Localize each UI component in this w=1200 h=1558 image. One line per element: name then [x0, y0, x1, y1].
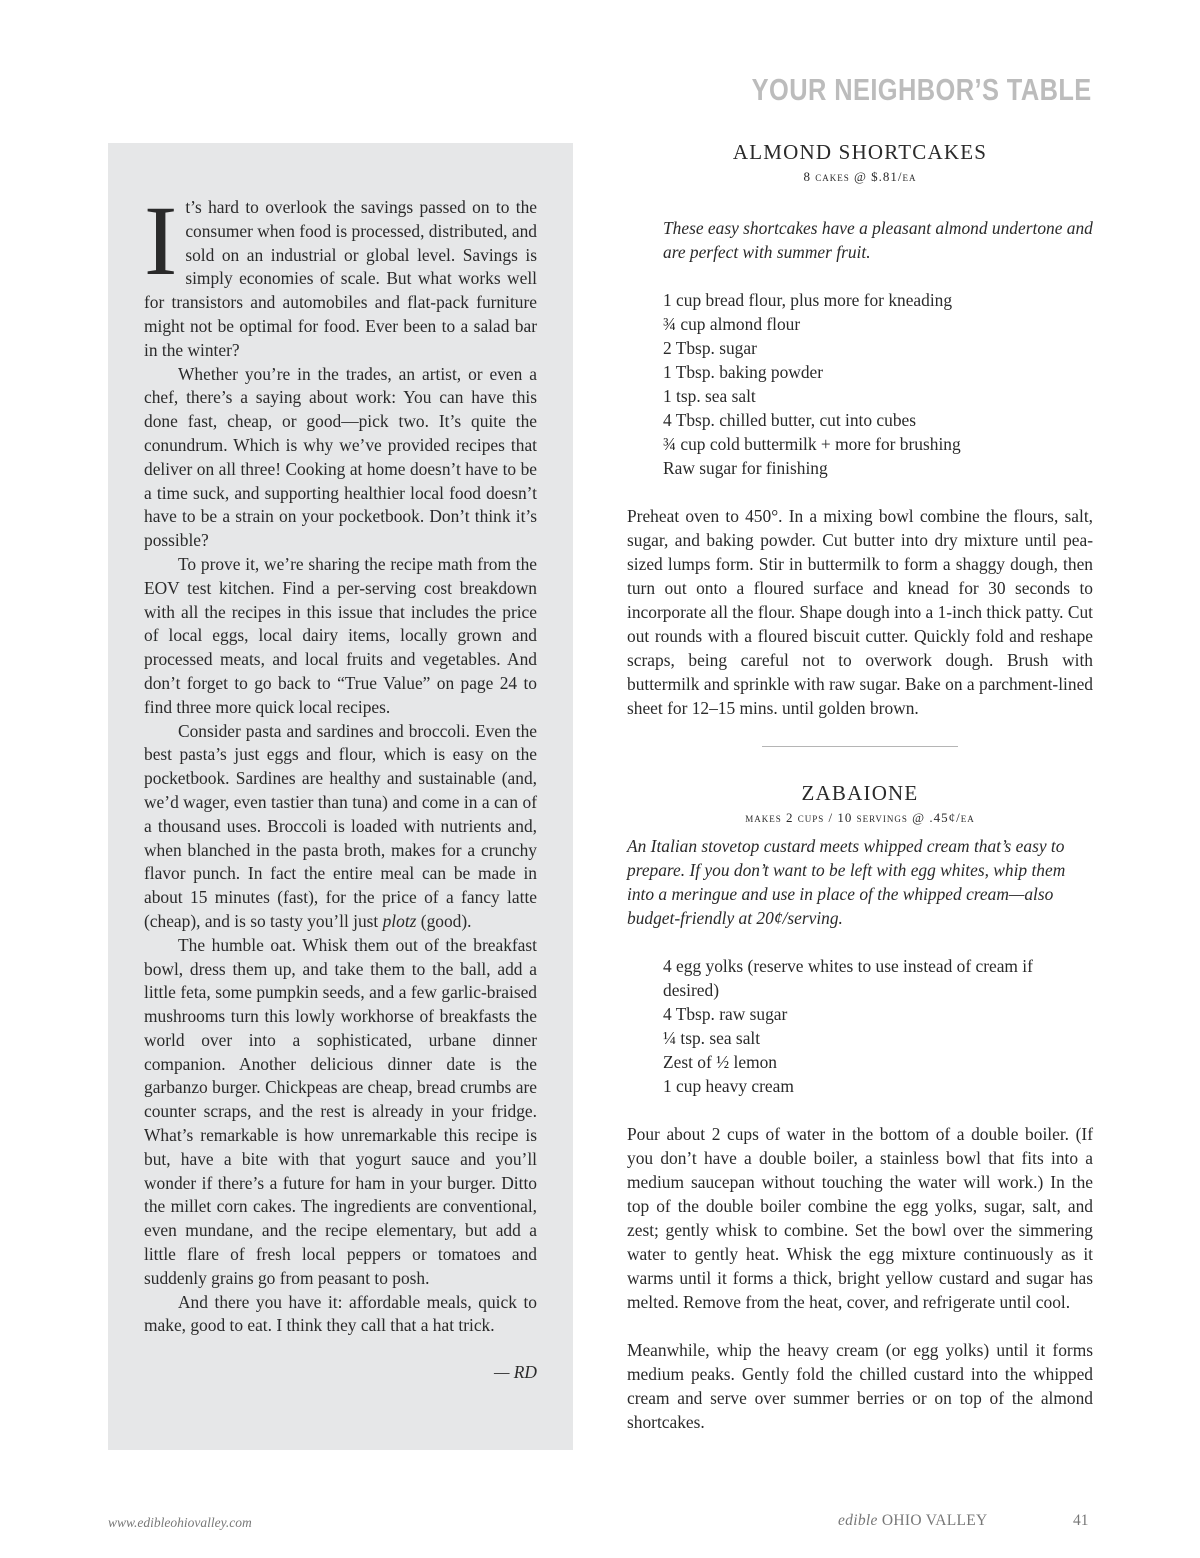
section-title: YOUR NEIGHBOR’S TABLE — [751, 72, 1092, 107]
sidebar-paragraph: Consider pasta and sardines and broccoli. Even the best pasta’s just eggs and flour, which is easy on the pocketbook. Sardines are healthy and sustainable (and, we’d wager, even tastier than tuna) and come in a can of a thousand uses. Broccoli is loaded with nutrients and, when blanched in the pasta broth, makes for a crunchy flavor punch. In fact the entire meal can be made in about 15 minutes (fast), for the price of a fancy latte (cheap), and is so tasty you’ll just plotz (good). — [144, 720, 537, 931]
sidebar-paragraph: To prove it, we’re sharing the recipe math from the EOV test kitchen. Find a per-serving cost breakdown with all the recipes in this issue that includes the price of local eggs, local dairy items, locally grown and processed meats, and local fruits and vegetables. And don’t forget to go back to “True Value” on page 24 to find three more quick local recipes. — [144, 553, 537, 717]
author-signature: — RD — [494, 1362, 537, 1383]
recipe-method: Preheat oven to 450°. In a mixing bowl combine the flours, salt, sugar, and baking powder. Cut butter into dry mixture until pea-sized lumps form. Stir in buttermilk to form a shaggy dough, then turn out onto a floured surface and knead for 30 seconds to incorporate all the flour. Shape dough into a 1-inch thick patty. Cut out rounds with a floured biscuit cutter. Quickly fold and reshape scraps, being careful not to overwork dough. Brush with buttermilk and sprinkle with raw sugar. Bake on a parchment-lined sheet for 12–15 mins. until golden brown. — [627, 506, 1093, 718]
ingredient-item: 1 Tbsp. baking powder — [663, 362, 824, 382]
recipe-yield: 8 cakes @ $.81/ea — [803, 169, 917, 184]
sidebar-paragraph: It’s hard to overlook the savings passed on to the consumer when food is processed, distributed, and sold on an industrial or global level. Savings is simply economies of scale. But what works well for transistors and automobiles and flat-pack furniture might not be optimal for food. Ever been to a salad bar in the winter? — [144, 185, 537, 360]
magazine-name: edible OHIO VALLEY — [838, 1512, 988, 1529]
ingredient-list — [627, 954, 1093, 1098]
footer-url: www.edibleohiovalley.com — [108, 1515, 252, 1530]
ingredient-item: 2 Tbsp. sugar — [663, 338, 757, 358]
ingredient-item: 4 egg yolks (reserve whites to use instead of cream if desired) — [663, 956, 1033, 1000]
ingredient-item: Zest of ½ lemon — [663, 1052, 777, 1072]
italic-word: plotz — [382, 910, 417, 931]
recipe-title: ALMOND SHORTCAKES — [732, 140, 988, 164]
ingredient-item: ¾ cup almond flour — [663, 314, 801, 334]
recipe-method: Pour about 2 cups of water in the bottom of a double boiler. (If you don’t have a double boiler, a stainless bowl that fits into a medium saucepan without touching the water will work.) In the top of the double boiler combine the egg yolks, sugar, salt, and zest; gently whisk to combine. Set the bowl over the simmering water to gently heat. Whisk the egg mixture continuously as it warms until it forms a thick, bright yellow custard and sugar has melted. Remove from the heat, cover, and refrigerate until cool. — [627, 1124, 1093, 1312]
page-number: 41 — [1073, 1512, 1089, 1529]
ingredient-item: ¾ cup cold buttermilk + more for brushing — [663, 434, 961, 454]
recipe-yield: makes 2 cups / 10 servings @ .45¢/ea — [745, 810, 975, 825]
section-divider — [762, 746, 958, 747]
sidebar-paragraph: Whether you’re in the trades, an artist, or even a chef, there’s a saying about work: You can have this done fast, cheap, or good—pick two. It’s quite the conundrum. Which is why we’ve provided recipes that deliver on all three! Cooking at home doesn’t have to be a time suck, and supporting healthier local food doesn’t have to be a strain on your pocketbook. Don’t think it’s possible? — [144, 363, 537, 551]
ingredient-item: 1 cup heavy cream — [663, 1076, 794, 1096]
recipe-intro: An Italian stovetop custard meets whipped cream that’s easy to prepare. If you don’t want to be left with egg whites, whip them into a meringue and use in place of the whipped cream—also budget-friendly at 20¢/serving. — [627, 836, 1066, 928]
ingredient-item: 1 cup bread flour, plus more for kneading — [663, 290, 953, 310]
drop-cap: I — [144, 185, 178, 296]
ingredient-item: Raw sugar for finishing — [663, 458, 828, 478]
recipes-column — [627, 140, 1093, 1434]
sidebar-paragraph: And there you have it: affordable meals, quick to make, good to eat. I think they call that a hat trick. — [144, 1291, 537, 1336]
recipe-method: Meanwhile, whip the heavy cream (or egg yolks) until it forms medium peaks. Gently fold the chilled custard into the whipped cream and serve over summer berries or on top of the almond shortcakes. — [627, 1340, 1093, 1432]
recipe-intro: These easy shortcakes have a pleasant almond undertone and are perfect with summer fruit. — [663, 218, 1093, 262]
ingredient-item: 4 Tbsp. raw sugar — [663, 1004, 788, 1024]
recipe-title: ZABAIONE — [801, 781, 919, 805]
ingredient-item: 1 tsp. sea salt — [663, 386, 756, 406]
sidebar-paragraph: The humble oat. Whisk them out of the breakfast bowl, dress them up, and take them to the ball, add a little feta, some pumpkin seeds, and a few garlic-braised mushrooms turn this lowly workhorse of breakfasts the world over into a sophisticated, urbane dinner companion. Another delicious dinner date is the garbanzo burger. Chickpeas are cheap, bread crumbs are counter scraps, and the rest is already in your fridge. What’s remarkable is how unremarkable this recipe is but, have a bite with that yogurt sauce and you’ll wonder if there’s a future for ham in your burger. Ditto the millet corn cakes. The ingredients are conventional, even mundane, and the recipe elementary, but add a little flare of fresh local peppers or tomatoes and suddenly grains go from peasant to posh. — [144, 934, 537, 1288]
ingredient-item: ¼ tsp. sea salt — [663, 1028, 761, 1048]
ingredient-item: 4 Tbsp. chilled butter, cut into cubes — [663, 410, 917, 430]
ingredient-list — [627, 288, 1093, 480]
editorial-sidebar — [108, 143, 573, 1450]
